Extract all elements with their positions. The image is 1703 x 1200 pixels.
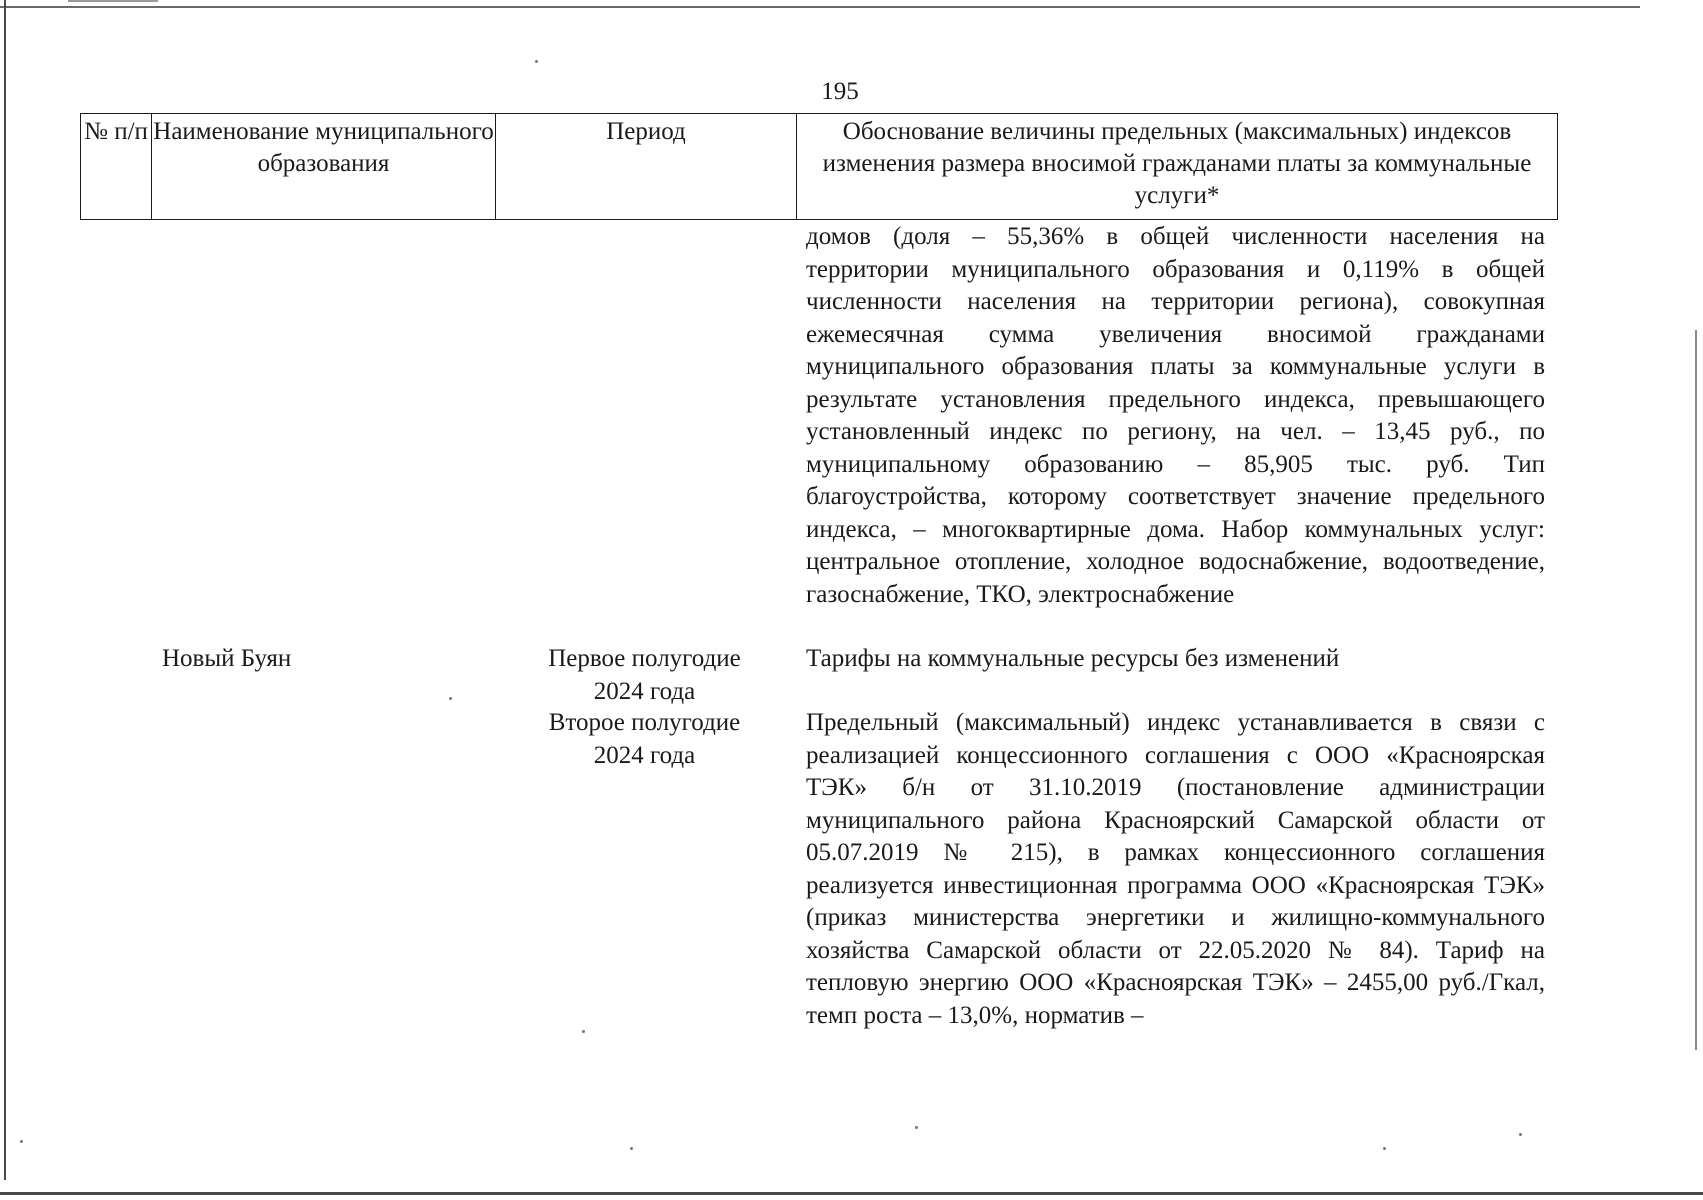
scan-speck (535, 60, 538, 63)
justification-second-half: Предельный (максимальный) индекс устанавливается в связи с реализацией концессионного соглашения с ООО «Красноярская ТЭК» б/н от 31.10.2019 (постановление администрации муниципального района Красноярский Самарской области от 05.07.2019 № 215), в рамках концессионного соглашения реализуется инвестиционная программа ООО «Красноярская ТЭК» (приказ министерства энергетики и жилищно-коммунального хозяйства Самарской области от 22.05.2020 № 84). Тариф на тепловую энергию ООО «Красноярская ТЭК» – 2455,00 руб./Гкал, темп роста – 13,0%, норматив – (806, 709, 1545, 1029)
scan-edge-top-mark (68, 0, 158, 2)
scan-edge-right (1695, 330, 1697, 1050)
continued-justification-text: домов (доля – 55,36% в общей численности населения на территории муниципального образования и 0,119% в общей численности населения на территории региона), совокупная ежемесячная сумма увеличения вносимой гражданами муниципального образования платы за коммунальные услуги в результате установления предельного индекса, превышающего установленный индекс по региону, на чел. – 13,45 руб., по муниципальному образованию – 85,905 тыс. руб. Тип благоустройства, которому соответствует значение предельного индекса, – многоквартирные дома. Набор коммунальных услуг: центральное отопление, холодное водоснабжение, водоотведение, газоснабжение, ТКО, электроснабжение (806, 223, 1545, 608)
scan-edge-bottom (0, 1192, 1703, 1195)
scan-speck (20, 1140, 23, 1143)
header-municipality: Наименование муниципального образования (152, 114, 496, 219)
scan-speck (449, 697, 452, 700)
period-first-half: Первое полугодие 2024 года (548, 645, 741, 705)
header-justification: Обоснование величины предельных (максимальных) индексов изменения размера вносимой гражданами платы за коммунальные услуги* (822, 118, 1532, 209)
header-period: Период (496, 114, 797, 219)
scan-edge-left (4, 0, 6, 1180)
page-number: 195 (821, 78, 859, 105)
scan-speck (582, 1030, 585, 1033)
scan-edge-top (0, 6, 1640, 8)
scan-speck (915, 1126, 918, 1129)
scan-speck (1519, 1133, 1522, 1136)
header-number: № п/п (81, 114, 152, 219)
scan-speck (1383, 1147, 1386, 1150)
period-second-half: Второе полугодие 2024 года (548, 709, 741, 769)
table-header (80, 113, 1558, 220)
justification-first-half: Тарифы на коммунальные ресурсы без изменений (806, 645, 1340, 672)
scan-speck (630, 1147, 633, 1150)
municipality-name: Новый Буян (162, 645, 292, 672)
